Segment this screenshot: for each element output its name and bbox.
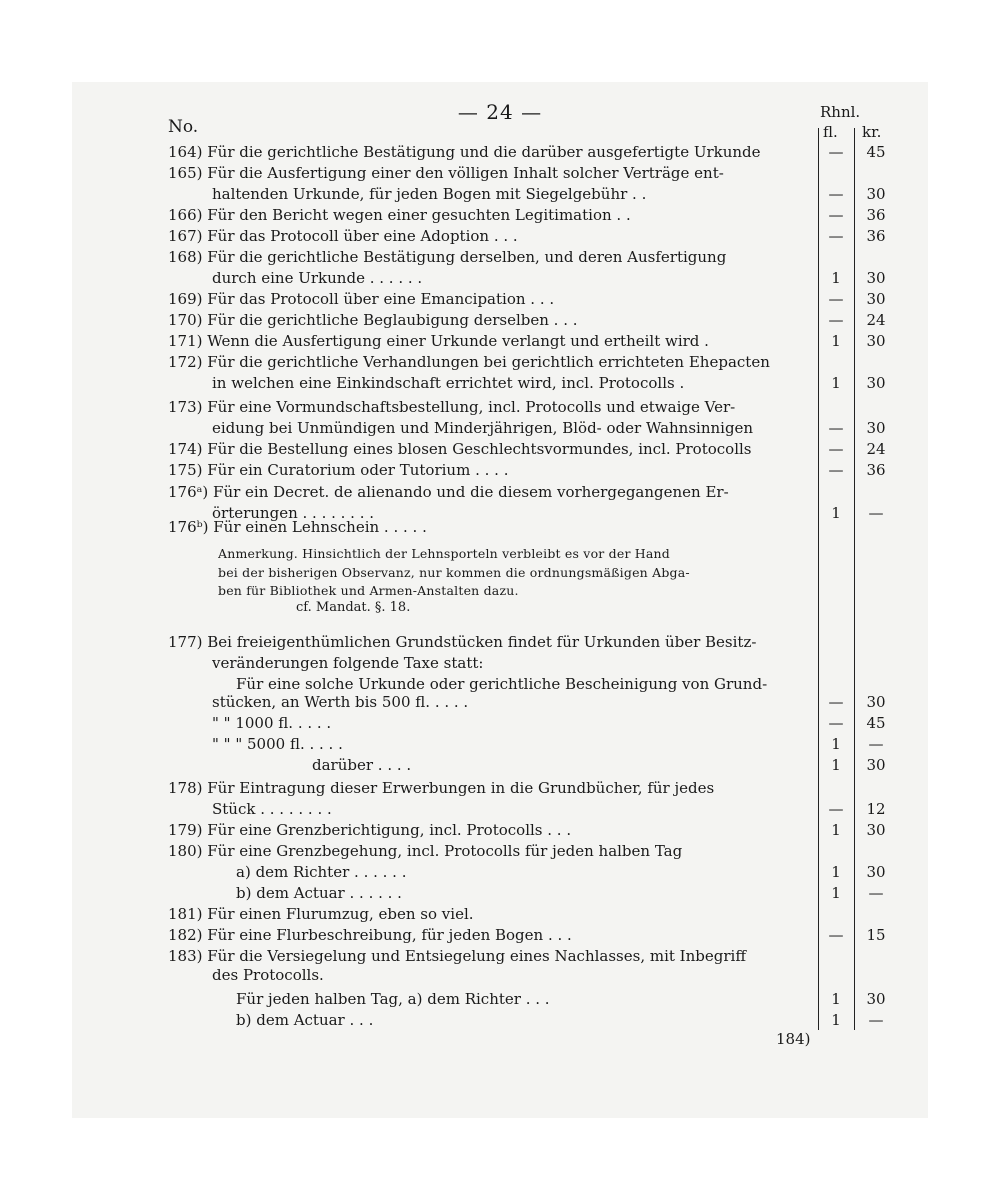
fee-line: veränderungen folgende Taxe statt: <box>212 654 484 672</box>
fee-kreuzer: 12 <box>866 800 886 818</box>
fee-line: ben für Bibliothek und Armen-Anstalten dazu. <box>218 583 519 598</box>
fee-line: 183) Für die Versiegelung und Entsiegelung eines Nachlasses, mit Inbegriff <box>168 947 746 965</box>
fee-kreuzer: 36 <box>866 227 886 245</box>
column-header-fl: fl. <box>823 123 838 141</box>
fee-line: " " 1000 fl. . . . . <box>212 714 332 732</box>
fee-florin: — <box>828 185 844 203</box>
fee-florin: — <box>828 227 844 245</box>
fee-florin: 1 <box>831 269 841 287</box>
column-header-no: No. <box>168 117 199 137</box>
fee-line: stücken, an Werth bis 500 fl. . . . . <box>212 693 469 711</box>
column-header-currency: Rhnl. <box>820 103 861 121</box>
fee-line: 177) Bei freieigenthümlichen Grundstücken findet für Urkunden über Besitz- <box>168 633 757 651</box>
fee-florin: — <box>828 290 844 308</box>
column-header-kr: kr. <box>862 123 882 141</box>
fee-florin: — <box>828 693 844 711</box>
fee-line: 178) Für Eintragung dieser Erwerbungen in die Grundbücher, für jedes <box>168 779 715 797</box>
fee-kreuzer: 30 <box>866 374 886 392</box>
fee-florin: — <box>828 714 844 732</box>
fee-kreuzer: 24 <box>866 311 886 329</box>
fee-kreuzer: 15 <box>866 926 886 944</box>
fee-florin: 1 <box>831 1011 841 1029</box>
fee-line: 169) Für das Protocoll über eine Emancipation . . . <box>168 290 555 308</box>
fee-line: 175) Für ein Curatorium oder Tutorium . . . . <box>168 461 509 479</box>
fee-line: 166) Für den Bericht wegen einer gesuchten Legitimation . . <box>168 206 631 224</box>
fee-kreuzer: 30 <box>866 290 886 308</box>
fee-line: durch eine Urkunde . . . . . . <box>212 269 423 287</box>
fee-line: 172) Für die gerichtliche Verhandlungen bei gerichtlich errichteten Ehepacten <box>168 353 770 371</box>
fee-line: 179) Für eine Grenzberichtigung, incl. Protocolls . . . <box>168 821 572 839</box>
fee-florin: 1 <box>831 863 841 881</box>
fee-florin: — <box>828 311 844 329</box>
fee-florin: 1 <box>831 374 841 392</box>
fee-kreuzer: — <box>868 735 884 753</box>
fee-line: 168) Für die gerichtliche Bestätigung derselben, und deren Ausfertigung <box>168 248 727 266</box>
fee-kreuzer: 30 <box>866 821 886 839</box>
fee-line: a) dem Richter . . . . . . <box>236 863 407 881</box>
fee-kreuzer: 30 <box>866 269 886 287</box>
fee-kreuzer: 30 <box>866 419 886 437</box>
fee-line: 167) Für das Protocoll über eine Adoption . . . <box>168 227 518 245</box>
fee-line: bei der bisherigen Observanz, nur kommen die ordnungsmäßigen Abga- <box>218 565 690 580</box>
continuation-marker: 184) <box>776 1030 811 1048</box>
fee-line: b) dem Actuar . . . . . . <box>236 884 402 902</box>
fee-florin: — <box>828 143 844 161</box>
fee-kreuzer: 30 <box>866 990 886 1008</box>
fee-line: des Protocolls. <box>212 966 324 984</box>
fee-line: 173) Für eine Vormundschaftsbestellung, incl. Protocolls und etwaige Ver- <box>168 398 736 416</box>
fee-florin: — <box>828 206 844 224</box>
fee-line: örterungen . . . . . . . . <box>212 504 375 522</box>
fee-line: 176ᵃ) Für ein Decret. de alienando und die diesem vorhergegangenen Er- <box>168 483 729 501</box>
fee-line: 176ᵇ) Für einen Lehnschein . . . . . <box>168 518 427 536</box>
fee-line: 164) Für die gerichtliche Bestätigung und die darüber ausgefertigte Urkunde <box>168 143 761 161</box>
fee-kreuzer: — <box>868 1011 884 1029</box>
fee-florin: 1 <box>831 756 841 774</box>
fee-florin: — <box>828 440 844 458</box>
fee-line: 180) Für eine Grenzbegehung, incl. Protocolls für jeden halben Tag <box>168 842 683 860</box>
fee-florin: — <box>828 800 844 818</box>
fee-line: cf. Mandat. §. 18. <box>296 600 411 615</box>
fee-florin: — <box>828 926 844 944</box>
fee-line: 182) Für eine Flurbeschreibung, für jeden Bogen . . . <box>168 926 572 944</box>
fee-kreuzer: 36 <box>866 206 886 224</box>
fee-kreuzer: 30 <box>866 756 886 774</box>
fee-line: 174) Für die Bestellung eines blosen Geschlechtsvormundes, incl. Protocolls <box>168 440 752 458</box>
fee-line: eidung bei Unmündigen und Minderjährigen, Blöd- oder Wahnsinnigen <box>212 419 754 437</box>
fee-line: " " " 5000 fl. . . . . <box>212 735 343 753</box>
fee-florin: 1 <box>831 990 841 1008</box>
fee-line: Stück . . . . . . . . <box>212 800 332 818</box>
fee-line: 181) Für einen Flurumzug, eben so viel. <box>168 905 474 923</box>
fee-kreuzer: 24 <box>866 440 886 458</box>
fee-kreuzer: 30 <box>866 332 886 350</box>
fee-kreuzer: 45 <box>866 714 886 732</box>
fee-florin: 1 <box>831 504 841 522</box>
fee-florin: — <box>828 461 844 479</box>
fee-florin: 1 <box>831 884 841 902</box>
fee-florin: 1 <box>831 821 841 839</box>
fee-line: in welchen eine Einkindschaft errichtet wird, incl. Protocolls . <box>212 374 685 392</box>
fee-kreuzer: 30 <box>866 185 886 203</box>
fee-florin: 1 <box>831 735 841 753</box>
fee-kreuzer: 45 <box>866 143 886 161</box>
fee-line: 165) Für die Ausfertigung einer den völligen Inhalt solcher Verträge ent- <box>168 164 724 182</box>
fee-kreuzer: 30 <box>866 863 886 881</box>
fee-line: Für jeden halben Tag, a) dem Richter . . . <box>236 990 550 1008</box>
fee-florin: 1 <box>831 332 841 350</box>
fee-line: 171) Wenn die Ausfertigung einer Urkunde verlangt und ertheilt wird . <box>168 332 709 350</box>
fee-line: Anmerkung. Hinsichtlich der Lehnsporteln verbleibt es vor der Hand <box>218 546 670 561</box>
fee-line: b) dem Actuar . . . <box>236 1011 374 1029</box>
fee-kreuzer: — <box>868 504 884 522</box>
page-number: — 24 — <box>457 100 543 124</box>
fee-line: Für eine solche Urkunde oder gerichtliche Bescheinigung von Grund- <box>236 675 768 693</box>
fee-kreuzer: — <box>868 884 884 902</box>
fee-line: 170) Für die gerichtliche Beglaubigung derselben . . . <box>168 311 578 329</box>
fee-line: haltenden Urkunde, für jeden Bogen mit Siegelgebühr . . <box>212 185 647 203</box>
fee-florin: — <box>828 419 844 437</box>
fee-line: darüber . . . . <box>312 756 412 774</box>
fee-kreuzer: 36 <box>866 461 886 479</box>
fee-kreuzer: 30 <box>866 693 886 711</box>
